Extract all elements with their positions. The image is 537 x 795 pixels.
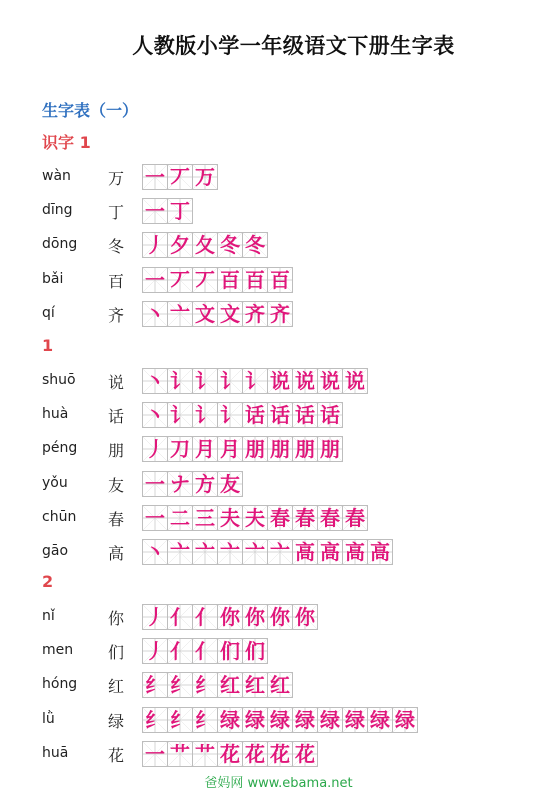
stroke-cell: 高 <box>343 540 368 564</box>
hanzi: 你 <box>108 609 125 628</box>
character-row <box>0 402 537 428</box>
hanzi: 春 <box>108 509 125 529</box>
stroke-cell: 文 <box>193 302 218 326</box>
hanzi: 红 <box>108 677 125 697</box>
character-row <box>0 638 537 664</box>
hanzi: 花 <box>108 745 125 765</box>
stroke-cell: 三 <box>193 506 218 530</box>
stroke-cell: 话 <box>243 403 268 427</box>
stroke-cell: 齐 <box>268 302 293 326</box>
stroke-cell: 丿 <box>143 605 168 629</box>
stroke-cell: 一 <box>143 742 168 766</box>
hanzi: 说 <box>108 373 125 392</box>
stroke-cell: 朋 <box>243 437 268 461</box>
stroke-order-grid <box>142 638 268 664</box>
stroke-cell: 朋 <box>318 437 343 461</box>
stroke-cell: 高 <box>293 540 318 564</box>
pinyin: huà <box>42 406 69 423</box>
lesson-label: 识字 1 <box>42 133 91 152</box>
stroke-cell: 话 <box>318 403 343 427</box>
stroke-cell: 们 <box>243 639 268 663</box>
stroke-cell: 亠 <box>243 540 268 564</box>
stroke-cell: 朋 <box>293 437 318 461</box>
stroke-cell: 夫 <box>243 506 268 530</box>
stroke-cell: 说 <box>293 369 318 393</box>
stroke-cell: 讠 <box>193 403 218 427</box>
stroke-cell: 纟 <box>193 708 218 732</box>
stroke-cell: 绿 <box>293 708 318 732</box>
stroke-order-grid <box>142 672 293 698</box>
stroke-cell: 绿 <box>268 708 293 732</box>
character-row <box>0 471 537 497</box>
stroke-cell: 纟 <box>143 708 168 732</box>
stroke-cell: 一 <box>143 472 168 496</box>
pinyin: shuō <box>42 372 76 388</box>
pinyin: péng <box>42 440 78 457</box>
character-row <box>0 267 537 293</box>
stroke-cell: 纟 <box>143 673 168 697</box>
hanzi: 齐 <box>108 305 125 325</box>
stroke-cell: 冬 <box>243 233 268 257</box>
hanzi: 丁 <box>108 203 125 223</box>
hanzi: 友 <box>108 475 125 495</box>
stroke-cell: 讠 <box>193 369 218 393</box>
stroke-cell: 绿 <box>393 708 418 732</box>
stroke-cell: 朋 <box>268 437 293 461</box>
stroke-order-grid <box>142 707 418 733</box>
character-row <box>0 672 537 698</box>
pinyin: yǒu <box>42 474 68 491</box>
stroke-order-grid <box>142 301 293 327</box>
stroke-order-grid <box>142 505 368 531</box>
stroke-cell: 你 <box>218 605 243 629</box>
lesson-label: 1 <box>42 336 54 355</box>
stroke-cell: 高 <box>318 540 343 564</box>
stroke-order-grid <box>142 436 343 462</box>
character-row <box>0 198 537 224</box>
pinyin: chūn <box>42 508 77 525</box>
stroke-cell: 亠 <box>168 540 193 564</box>
pinyin: gāo <box>42 543 69 559</box>
stroke-cell: 二 <box>168 506 193 530</box>
stroke-cell: 丶 <box>143 302 168 326</box>
character-row <box>0 436 537 462</box>
stroke-cell: 说 <box>318 369 343 393</box>
hanzi: 话 <box>108 407 125 427</box>
stroke-cell: 话 <box>268 403 293 427</box>
hanzi: 们 <box>108 643 125 663</box>
stroke-cell: 亠 <box>168 302 193 326</box>
stroke-cell: 亻 <box>193 639 218 663</box>
stroke-cell: 丁 <box>168 199 193 223</box>
stroke-cell: ナ <box>168 472 193 496</box>
character-row <box>0 707 537 733</box>
character-row <box>0 368 537 394</box>
stroke-cell: 说 <box>343 369 368 393</box>
stroke-cell: 讠 <box>218 369 243 393</box>
stroke-cell: 讠 <box>243 369 268 393</box>
stroke-order-grid <box>142 164 218 190</box>
pinyin: bǎi <box>42 270 64 287</box>
stroke-cell: 丆 <box>168 165 193 189</box>
stroke-cell: 百 <box>243 268 268 292</box>
hanzi: 冬 <box>108 237 125 257</box>
stroke-cell: 绿 <box>218 708 243 732</box>
stroke-cell: 月 <box>193 437 218 461</box>
pinyin: nǐ <box>42 608 55 624</box>
stroke-cell: 月 <box>218 437 243 461</box>
stroke-cell: 百 <box>268 268 293 292</box>
stroke-cell: 丆 <box>193 268 218 292</box>
stroke-cell: 你 <box>268 605 293 629</box>
footer-watermark: 爸妈网 www.ebama.net <box>204 776 353 791</box>
character-row <box>0 232 537 258</box>
stroke-order-grid <box>142 539 393 565</box>
stroke-cell: 丶 <box>143 369 168 393</box>
stroke-cell: 百 <box>218 268 243 292</box>
stroke-cell: 绿 <box>343 708 368 732</box>
pinyin: wàn <box>42 168 71 184</box>
page-title: 人教版小学一年级语文下册生字表 <box>132 34 455 58</box>
pinyin: qí <box>42 304 55 321</box>
stroke-cell: 友 <box>218 472 243 496</box>
stroke-cell: 纟 <box>168 708 193 732</box>
stroke-cell: 花 <box>293 742 318 766</box>
stroke-cell: 艹 <box>168 742 193 766</box>
stroke-cell: 花 <box>268 742 293 766</box>
stroke-cell: 方 <box>193 472 218 496</box>
stroke-cell: 冬 <box>218 233 243 257</box>
stroke-cell: 花 <box>243 742 268 766</box>
stroke-cell: 花 <box>218 742 243 766</box>
stroke-cell: 万 <box>193 165 218 189</box>
stroke-cell: 一 <box>143 165 168 189</box>
pinyin: hóng <box>42 676 78 693</box>
stroke-cell: 亠 <box>218 540 243 564</box>
stroke-cell: 一 <box>143 268 168 292</box>
stroke-cell: 丶 <box>143 403 168 427</box>
stroke-cell: 丿 <box>143 437 168 461</box>
stroke-cell: 亠 <box>193 540 218 564</box>
stroke-order-grid <box>142 471 243 497</box>
character-row <box>0 505 537 531</box>
stroke-cell: 你 <box>293 605 318 629</box>
stroke-cell: 亻 <box>168 639 193 663</box>
stroke-cell: 纟 <box>193 673 218 697</box>
stroke-cell: 文 <box>218 302 243 326</box>
hanzi: 百 <box>108 271 125 291</box>
stroke-order-grid <box>142 604 318 630</box>
stroke-cell: 齐 <box>243 302 268 326</box>
stroke-cell: 春 <box>318 506 343 530</box>
stroke-order-grid <box>142 402 343 428</box>
character-row <box>0 539 537 565</box>
character-row <box>0 604 537 630</box>
section-heading: 生字表（一） <box>42 101 139 120</box>
stroke-order-grid <box>142 741 318 767</box>
stroke-cell: 讠 <box>168 369 193 393</box>
stroke-cell: 红 <box>218 673 243 697</box>
stroke-cell: 丿 <box>143 233 168 257</box>
stroke-cell: 红 <box>268 673 293 697</box>
stroke-cell: 你 <box>243 605 268 629</box>
hanzi: 朋 <box>108 441 125 461</box>
stroke-order-grid <box>142 267 293 293</box>
stroke-cell: 一 <box>143 199 168 223</box>
stroke-cell: 一 <box>143 506 168 530</box>
stroke-cell: 艹 <box>193 742 218 766</box>
stroke-cell: 们 <box>218 639 243 663</box>
stroke-order-grid <box>142 232 268 258</box>
pinyin: dōng <box>42 236 78 253</box>
stroke-cell: 春 <box>343 506 368 530</box>
pinyin: huā <box>42 744 69 761</box>
hanzi: 绿 <box>108 711 125 731</box>
stroke-cell: 话 <box>293 403 318 427</box>
hanzi: 万 <box>108 169 125 188</box>
stroke-cell: 红 <box>243 673 268 697</box>
stroke-cell: 纟 <box>168 673 193 697</box>
stroke-order-grid <box>142 368 368 394</box>
pinyin: lǜ <box>42 710 55 727</box>
hanzi: 高 <box>108 544 125 563</box>
stroke-cell: 刀 <box>168 437 193 461</box>
character-row <box>0 301 537 327</box>
stroke-cell: 讠 <box>168 403 193 427</box>
stroke-cell: 绿 <box>318 708 343 732</box>
pinyin: men <box>42 642 74 659</box>
stroke-cell: 绿 <box>368 708 393 732</box>
stroke-cell: 丿 <box>143 639 168 663</box>
lesson-label: 2 <box>42 572 54 591</box>
stroke-cell: 绿 <box>243 708 268 732</box>
stroke-cell: 春 <box>293 506 318 530</box>
pinyin: dīng <box>42 202 73 219</box>
stroke-cell: 夫 <box>218 506 243 530</box>
stroke-cell: 春 <box>268 506 293 530</box>
stroke-cell: 说 <box>268 369 293 393</box>
stroke-cell: 亻 <box>193 605 218 629</box>
character-row <box>0 164 537 190</box>
stroke-cell: 夕 <box>168 233 193 257</box>
stroke-cell: 丶 <box>143 540 168 564</box>
stroke-order-grid <box>142 198 193 224</box>
stroke-cell: 亠 <box>268 540 293 564</box>
stroke-cell: 讠 <box>218 403 243 427</box>
stroke-cell: 高 <box>368 540 393 564</box>
stroke-cell: 夂 <box>193 233 218 257</box>
character-row <box>0 741 537 767</box>
stroke-cell: 丆 <box>168 268 193 292</box>
stroke-cell: 亻 <box>168 605 193 629</box>
